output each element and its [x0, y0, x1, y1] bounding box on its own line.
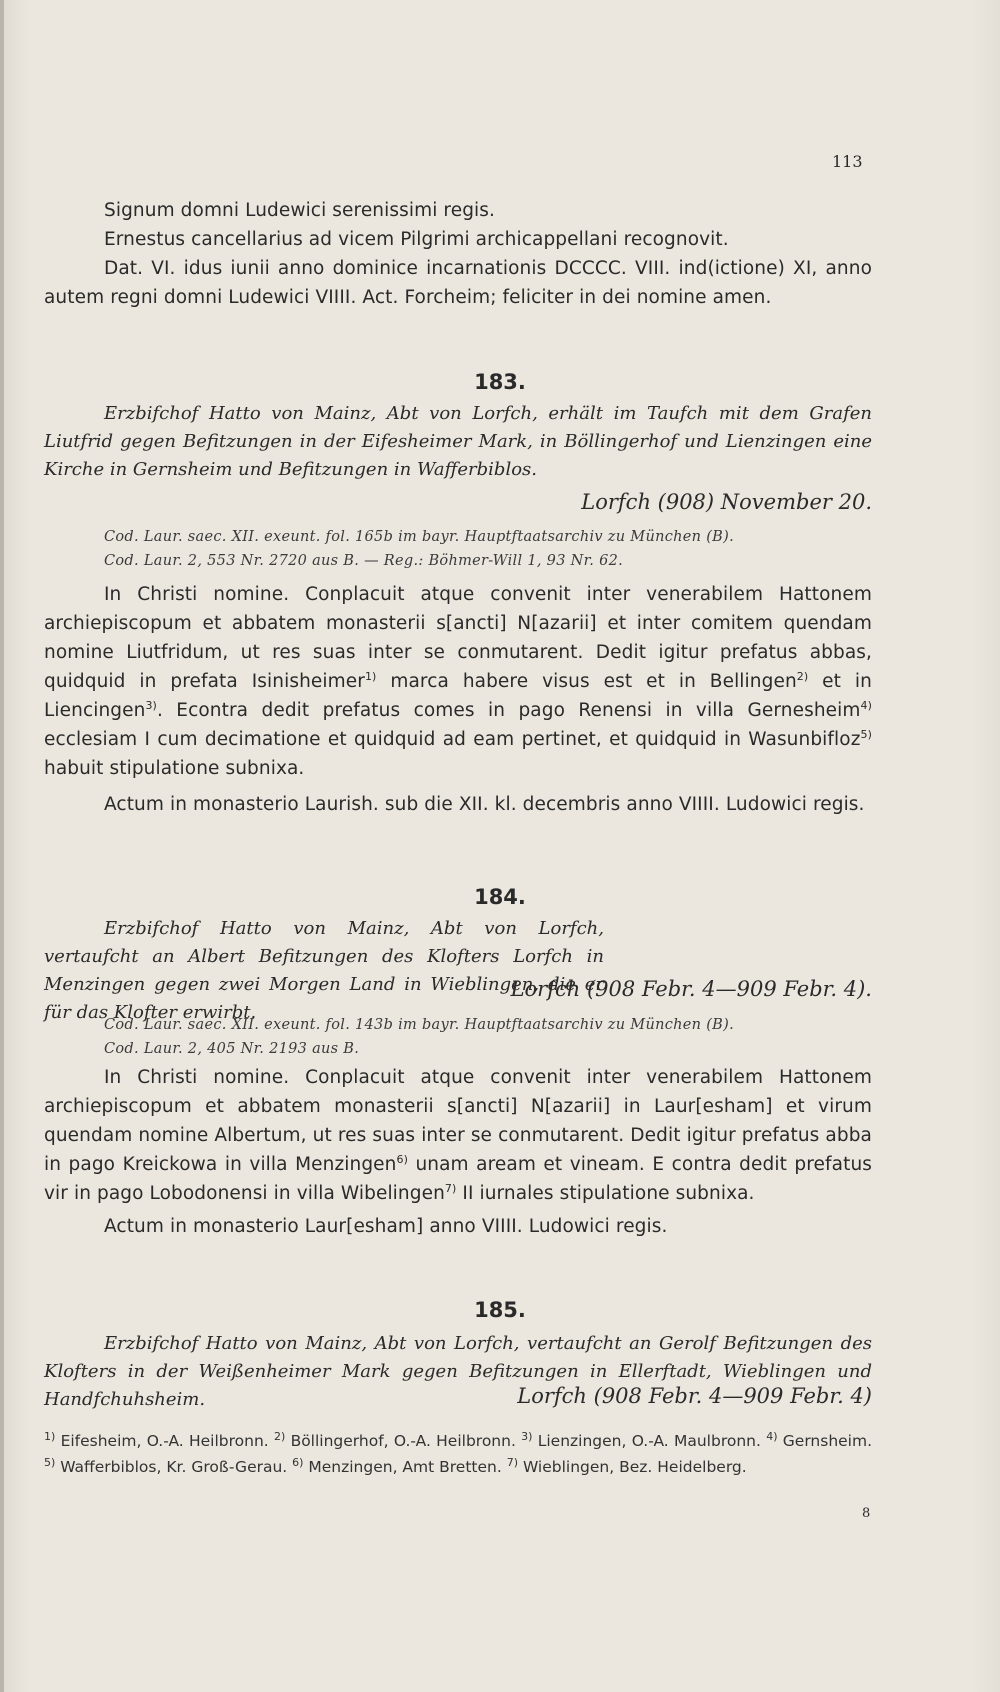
charter-183-number: 183.	[474, 370, 526, 394]
footnote-mark: 4)	[766, 1429, 778, 1443]
charter-183-date: Lorfch (908) November 20.	[581, 490, 872, 514]
charter-184-closing: Actum in monasterio Laur[esham] anno VIIII. Ludowici regis.	[104, 1216, 668, 1237]
charter-183-body: In Christi nomine. Conplacuit atque convenit inter venerabilem Hattonem archiepiscopum et abbatem monasterii s[ancti] N[azarii] et inter comitem quendam nomine Liutfridum, ut res suas inter se conmutarent. Dedit igitur prefatus abbas, quidquid in prefata Isinisheimer$^{1)}$ marca habere visus est et in Bellingen$^{2)}$ et in Liencingen$^{3)}$. Econtra dedit prefatus comes in pago Renensi in villa Gernesheim$^{4)}$ ecclesiam I cum decimatione et quidquid ad eam pertinet, et quidquid in Wasunbifloz$^{5)}$ habuit stipulatione subnixa.	[44, 584, 872, 779]
charter-184-source-1: Cod. Laur. saec. XII. exeunt. fol. 143b im bayr. Hauptftaatsarchiv zu München (B).	[104, 1017, 734, 1033]
charter-185-date: Lorfch (908 Febr. 4—909 Febr. 4)	[517, 1384, 872, 1408]
charter-184-date: Lorfch (908 Febr. 4—909 Febr. 4).	[510, 977, 872, 1001]
charter-184-source-2: Cod. Laur. 2, 405 Nr. 2193 aus B.	[104, 1041, 360, 1057]
sheet-signature: 8	[862, 1506, 871, 1521]
intro-line-3: Dat. VI. idus iunii anno dominice incarnationis DCCCC. VIII. ind(ictione) XI, anno autem regni domni Ludewici VIIII. Act. Forcheim; feliciter in dei nomine amen.	[44, 258, 872, 308]
charter-183-title: Erzbifchof Hatto von Mainz, Abt von Lorfch, erhält im Taufch mit dem Grafen Liutfrid gegen Befitzungen in der Eifesheimer Mark, in Böllingerhof und Lienzingen eine Kirche in Gernsheim und Befitzungen in Wafferbiblos.	[44, 403, 872, 480]
footnote-mark: 6)	[292, 1455, 304, 1469]
footnote-mark: 7)	[506, 1455, 519, 1469]
page-number: 113	[832, 152, 863, 171]
footnote-mark: 5)	[44, 1455, 56, 1469]
footnote-mark: 3)	[521, 1429, 533, 1443]
charter-183-source-2: Cod. Laur. 2, 553 Nr. 2720 aus B. — Reg.: Böhmer-Will 1, 93 Nr. 62.	[104, 553, 624, 569]
intro-line-2: Ernestus cancellarius ad vicem Pilgrimi archicappellani recognovit.	[104, 229, 729, 250]
intro-line-1: Signum domni Ludewici serenissimi regis.	[104, 200, 496, 221]
charter-185-title: Erzbifchof Hatto von Mainz, Abt von Lorfch, vertaufcht an Gerolf Befitzungen des Klofters in der Weißenheimer Mark gegen Befitzungen in Ellerftadt, Wieblingen und Handfchuhsheim.	[44, 1333, 872, 1410]
footnote-mark: 1)	[44, 1429, 56, 1443]
charter-184-number: 184.	[474, 885, 526, 909]
charter-184-body: In Christi nomine. Conplacuit atque convenit inter venerabilem Hattonem archiepiscopum et abbatem monasterii s[ancti] N[azarii] in Laur[esham] et virum quendam nomine Albertum, ut res suas inter se conmutarent. Dedit igitur prefatus abba in pago Kreickowa in villa Menzingen$^{6)}$ unam aream et vineam. E contra dedit prefatus vir in pago Lobodonensi in villa Wibelingen$^{7)}$ II iurnales stipulatione subnixa.	[44, 1067, 873, 1204]
charter-183-closing: Actum in monasterio Laurish. sub die XII. kl. decembris anno VIIII. Ludowici regis.	[104, 794, 865, 815]
footnote-mark: 2)	[274, 1429, 286, 1443]
footnotes: $^{1)}$ Eifesheim, O.-A. Heilbronn. $^{2)}$ Böllingerhof, O.-A. Heilbronn. $^{3)}$ Lienzingen, O.-A. Maulbronn. $^{4)}$ Gernsheim. $^{5)}$ Wafferbiblos, Kr. Groß-Gerau. $^{6)}$ Menzingen, Amt Bretten. $^{7)}$ Wieblingen, Bez. Heidelberg.	[44, 1429, 873, 1476]
charter-184-title: Erzbifchof Hatto von Mainz, Abt von Lorfch, vertaufcht an Albert Befitzungen des Klofters Lorfch in Menzingen gegen zwei Morgen Land in Wieblingen, die er für das Klofter erwirbt.	[44, 918, 604, 1023]
charter-183-source-1: Cod. Laur. saec. XII. exeunt. fol. 165b im bayr. Hauptftaatsarchiv zu München (B).	[104, 529, 734, 545]
page-edge	[0, 0, 4, 1692]
charter-185-number: 185.	[474, 1298, 526, 1322]
